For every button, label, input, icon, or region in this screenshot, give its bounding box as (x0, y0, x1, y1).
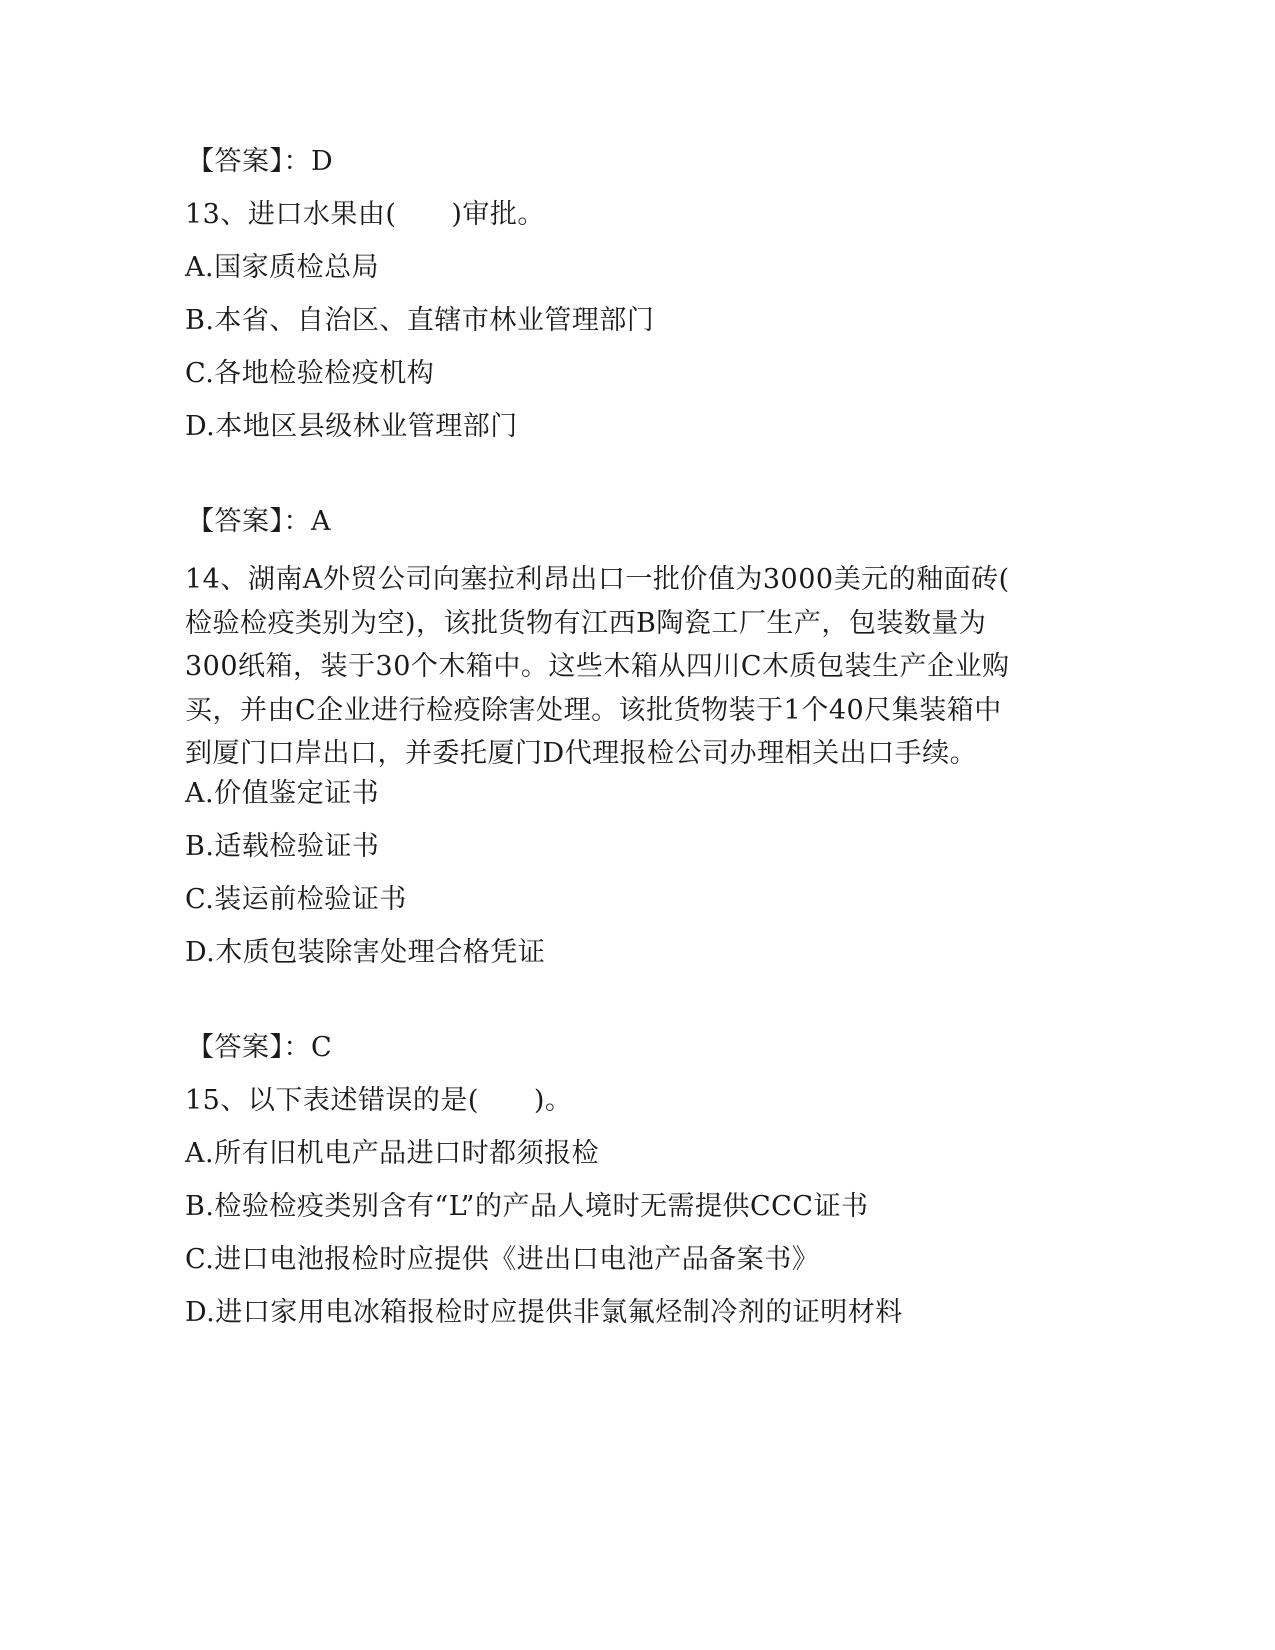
question-14-line: 检验检疫类别为空)，该批货物有江西B陶瓷工厂生产，包装数量为 (185, 607, 987, 639)
option-14-b: B.适载检验证书 (185, 831, 380, 862)
option-14-a: A.价值鉴定证书 (185, 778, 380, 809)
question-14 (185, 558, 1085, 776)
option-14-d: D.木质包装除害处理合格凭证 (185, 937, 546, 968)
answer-12: 【答案】：D (187, 146, 334, 177)
option-13-c: C.各地检验检疫机构 (185, 358, 435, 389)
option-13-a: A.国家质检总局 (185, 252, 380, 283)
question-13: 13、进口水果由( )审批。 (185, 199, 545, 230)
option-15-b: B.检验检疫类别含有“L”的产品人境时无需提供CCC证书 (185, 1191, 869, 1222)
question-15: 15、以下表述错误的是( )。 (185, 1085, 573, 1116)
question-14-line: 买，并由C企业进行检疫除害处理。该批货物装于1个40尺集装箱中 (185, 694, 1002, 726)
option-15-a: A.所有旧机电产品进口时都须报检 (185, 1138, 600, 1169)
option-14-c: C.装运前检验证书 (185, 884, 407, 915)
option-15-d: D.进口家用电冰箱报检时应提供非氯氟烃制冷剂的证明材料 (185, 1297, 903, 1328)
option-13-b: B.本省、自治区、直辖市林业管理部门 (185, 305, 655, 336)
question-14-line: 300纸箱，装于30个木箱中。这些木箱从四川C木质包装生产企业购 (185, 651, 1010, 682)
option-15-c: C.进口电池报检时应提供《进出口电池产品备案书》 (185, 1244, 820, 1275)
question-14-line: 到厦门口岸出口，并委托厦门D代理报检公司办理相关出口手续。 (185, 738, 978, 769)
answer-13: 【答案】：A (187, 506, 331, 537)
answer-14: 【答案】：C (187, 1032, 333, 1063)
question-14-line: 14、湖南A外贸公司向塞拉利昂出口一批价值为3000美元的釉面砖( (185, 564, 1010, 595)
option-13-d: D.本地区县级林业管理部门 (185, 411, 518, 442)
